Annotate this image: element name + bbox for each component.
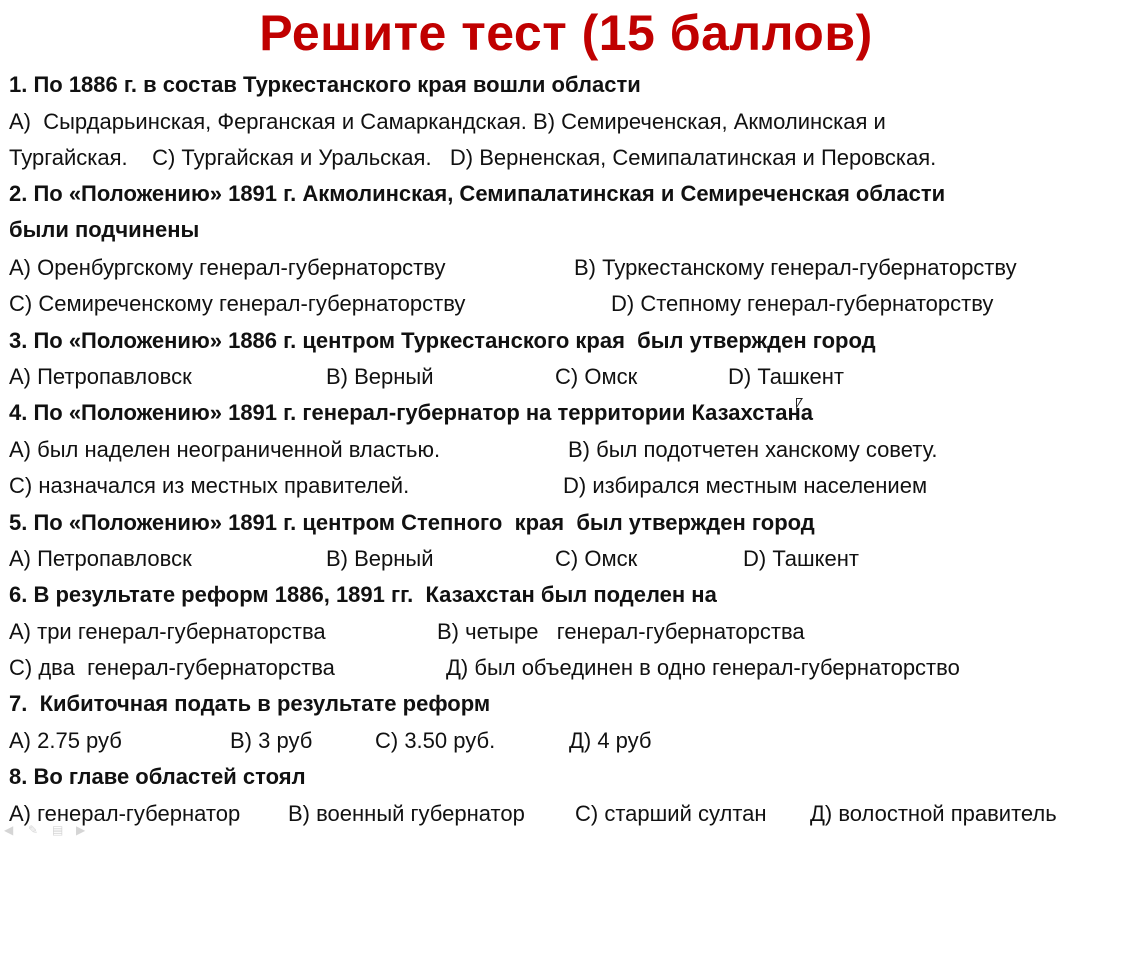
answer-d: D) Ташкент — [743, 546, 859, 571]
answer-c: С) 3.50 руб. — [375, 728, 496, 753]
question-6-answers-line-1 — [9, 618, 805, 646]
next-arrow-icon[interactable]: ▶ — [76, 823, 86, 837]
answer-a: А) Петропавловск — [9, 364, 192, 389]
question-6: 6. В результате реформ 1886, 1891 гг. Казахстан был поделен на — [9, 582, 717, 607]
answer-c: С) два генерал-губернаторства — [9, 655, 335, 680]
slide-title: Решите тест (15 баллов) — [259, 5, 873, 61]
question-4: 4. По «Положению» 1891 г. генерал-губернатор на территории Казахстана — [9, 400, 813, 425]
answer-a: А) 2.75 руб — [9, 728, 122, 753]
answer-a: А) Оренбургскому генерал-губернаторству — [9, 255, 446, 280]
question-5: 5. По «Положению» 1891 г. центром Степного края был утвержден город — [9, 510, 815, 535]
answer-c: С) Семиреченскому генерал-губернаторству — [9, 291, 466, 316]
answer-a: А) генерал-губернатор — [9, 801, 241, 826]
answer-b: В) Верный — [326, 546, 434, 571]
question-5-answers — [9, 545, 859, 573]
question-2-answers-line-2 — [9, 290, 994, 318]
answer-d: D) избирался местным населением — [563, 473, 928, 498]
answer-b: В) военный губернатор — [288, 801, 525, 826]
question-7-answers — [9, 727, 652, 755]
previous-arrow-icon[interactable]: ◀ — [4, 823, 14, 837]
answer-b: В) был подотчетен ханскому совету. — [568, 437, 938, 462]
answer-c: С) старший султан — [575, 801, 767, 826]
slides-menu-icon[interactable]: ▤ — [52, 823, 64, 837]
answer-text: А) Сырдарьинская, Ферганская и Самаркандская. В) Семиреченская, Акмолинская и — [9, 109, 886, 134]
mouse-pointer-icon — [796, 398, 803, 409]
answer-b: В) 3 руб — [230, 728, 313, 753]
question-4-answers-line-2 — [9, 472, 928, 500]
question-2-line-1: 2. По «Положению» 1891 г. Акмолинская, Семипалатинская и Семиреченская области — [9, 181, 946, 206]
slideshow-toolbar[interactable] — [4, 824, 90, 840]
answer-b: В) Туркестанскому генерал-губернаторству — [574, 255, 1017, 280]
question-1-answers-line-2 — [9, 144, 937, 172]
answer-d: Д) 4 руб — [569, 728, 652, 753]
pen-icon[interactable]: ✎ — [28, 823, 39, 837]
answer-b: В) четыре генерал-губернаторства — [437, 619, 805, 644]
question-1-answers-line-1 — [9, 108, 886, 136]
answer-a: А) был наделен неограниченной властью. — [9, 437, 441, 462]
answer-text: Тургайская. С) Тургайская и Уральская. D) Верненская, Семипалатинская и Перовская. — [9, 145, 937, 170]
answer-a: А) три генерал-губернаторства — [9, 619, 326, 644]
answer-c: С) назначался из местных правителей. — [9, 473, 410, 498]
question-3-answers — [9, 363, 844, 391]
answer-d: Д) был объединен в одно генерал-губернаторство — [446, 655, 960, 680]
question-6-answers-line-2 — [9, 654, 960, 682]
answer-c: С) Омск — [555, 546, 638, 571]
answer-d: D) Ташкент — [728, 364, 844, 389]
question-7: 7. Кибиточная подать в результате реформ — [9, 691, 491, 716]
answer-c: С) Омск — [555, 364, 638, 389]
question-4-answers-line-1 — [9, 436, 938, 464]
question-2-line-2: были подчинены — [9, 217, 200, 242]
answer-d: Д) волостной правитель — [810, 801, 1057, 826]
answer-d: D) Степному генерал-губернаторству — [611, 291, 994, 316]
question-1: 1. По 1886 г. в состав Туркестанского края вошли области — [9, 72, 641, 97]
question-8: 8. Во главе областей стоял — [9, 764, 306, 789]
question-3: 3. По «Положению» 1886 г. центром Туркестанского края был утвержден город — [9, 328, 876, 353]
answer-b: В) Верный — [326, 364, 434, 389]
answer-a: А) Петропавловск — [9, 546, 192, 571]
question-2-answers-line-1 — [9, 254, 1017, 282]
